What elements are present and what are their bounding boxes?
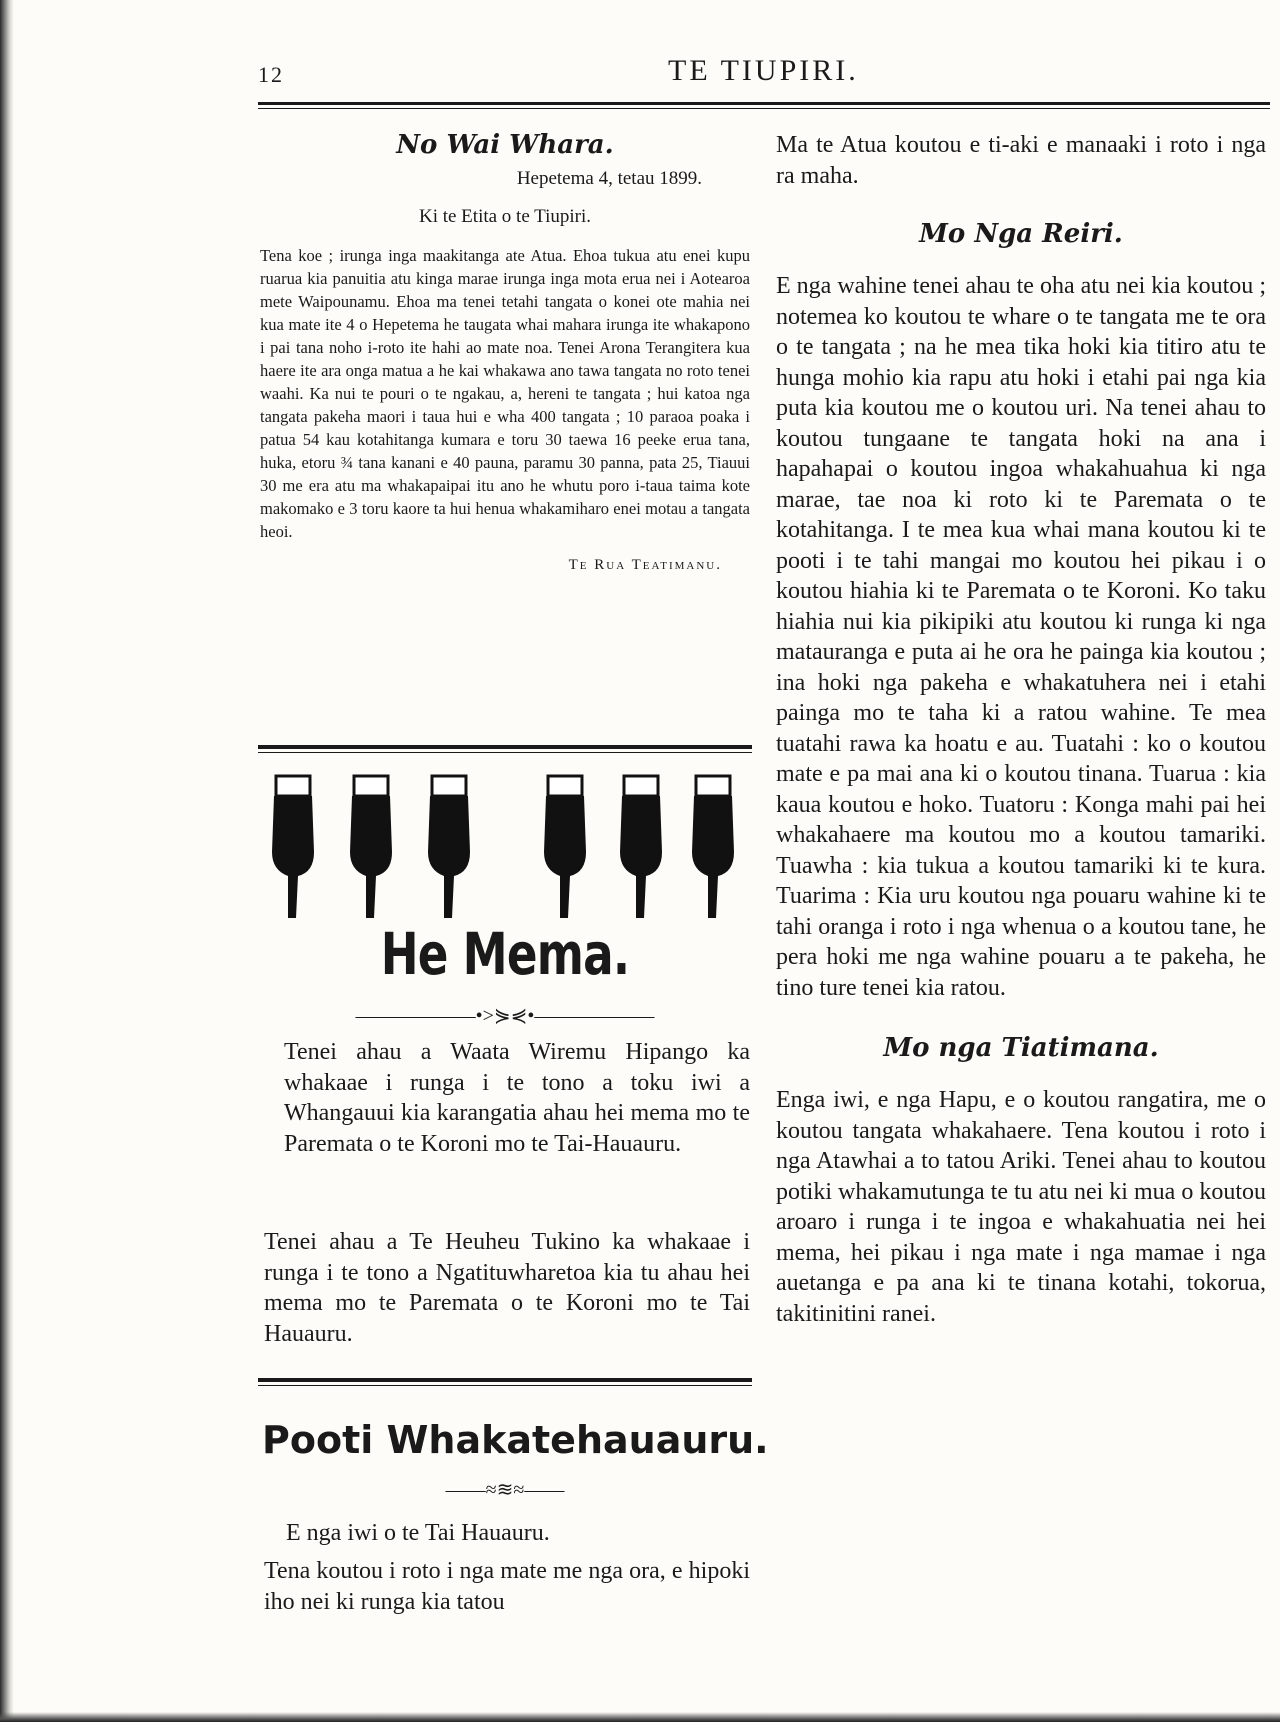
- right-column: [776, 130, 1266, 1329]
- pooti-ornament: ——≈≋≈——: [445, 1479, 565, 1501]
- tiatimana-heading: Mo nga Tiatimana.: [883, 1033, 1159, 1063]
- section-rule: [258, 1378, 752, 1386]
- pointing-hand-icon: [338, 772, 402, 922]
- page-header: [258, 54, 1258, 94]
- reiri-body: E nga wahine tenei ahau te oha atu nei kia koutou ; notemea ko koutou te whare o te tangata me te ora o te tangata ; na he mea tika hoki kia titiro atu te hunga mohio kia rapu atu hoki i etahi pai nga kia puta kia koutou me o koutou uri. Na tenei ahau to koutou tungaane te tangata hoki na ana i hapahapai o koutou ingoa whakahuahua ki nga marae, tae noa ki roto ki te Paremata o te kotahitanga. I te mea kua whai mana koutou ki te pooti i te tahi mangai mo koutou hei pikau i o koutou hiahia ki te Paremata o te Koroni. Ko taku hiahia nui kia pikipiki atu koutou ki runga ki nga matauranga e puta ai he ora he painga kia koutou ; ina hoki nga pakeha e whakatuhera nei i etahi painga mo te taha ki a ratou wahine. Te mea tuatahi rawa ka hoatu e au. Tuatahi : ko o koutou mate e pa mai ana ki o koutou tinana. Tuarua : kia kaua koutou e hoko. Tuatoru : Konga mahi pai hei whakahaere ma koutou mo a koutou tamariki. Tuawha : kia tukua a koutou tamariki ki te kura. Tuarima : Kia uru koutou nga pouaru wahine ki te tahi oranga i roto i nga whenua o a koutou tane, he pera hoki me nga wahine pouaru a te pakeha, he tino ture tenei kia ratou.: [776, 273, 1266, 1001]
- hemema-notice-1: Tenei ahau a Waata Wiremu Hipango ka whakaae i runga i te tono a toku iwi a Whangauui kia karangatia ahau hei mema mo te Paremata o te Koroni mo te Tai-Hauauru.: [284, 1039, 750, 1157]
- pointing-hand-icon: [680, 772, 744, 922]
- scan-bottom-edge: [0, 1712, 1280, 1722]
- letter-date: Hepetema 4, tetau 1899.: [516, 168, 702, 189]
- pooti-body: Tena koutou i roto i nga mate me nga ora, e hipoki iho nei ki runga kia tatou: [264, 1558, 750, 1615]
- header-rule: [258, 102, 1270, 109]
- letter-signature: Te Rua Teatimanu.: [568, 557, 722, 573]
- letter-body: Tena koe ; irunga inga maakitanga ate Atua. Ehoa tukua atu enei kupu ruarua kia panuitia atu kinga marae irunga inga mota erua nei i Aotearoa mete Waipounamu. Ehoa ma tenei tetahi tangata o konei ote mahia nei kua mate ite 4 o Hepetema he taugata whai mahara irunga ite whakapono i pai tana noho i-roto ite hahi ao mate noa. Tenei Arona Terangitera kua haere ite ara onga matua a he kai whakawa ano tawa tangata no roto tenei waahi. Ka nui te pouri o te ngakau, a, hereni te tangata ; hui katoa nga tangata pakeha maori i taua hui e wha 400 tangata ; 10 paraoa poaka i patua 54 kau kotahitanga kumara e toru 30 taewa 16 peeke erua tana, huka, etoru ¾ tana kanani e 40 pauna, paramu 30 panna, pata 25, Tiauui 30 me era atu ma whakapaipai itu ano he whutu poro i-taua taima kote makomako e 3 toru kaore ta hui henua whakamiharo enei motau a tangata heoi.: [260, 246, 750, 541]
- letter-heading: No Wai Whara.: [396, 130, 614, 160]
- reiri-heading: Mo Nga Reiri.: [919, 219, 1123, 249]
- hemema-title: He Mema.: [380, 920, 630, 988]
- pointing-hand-icon: [416, 772, 480, 922]
- page-number: 12: [258, 62, 284, 87]
- hemema-ornament: ——————•>⋟⋞•——————: [355, 1005, 655, 1027]
- pointing-hand-icon: [260, 772, 324, 922]
- tiatimana-body: Enga iwi, e nga Hapu, e o koutou rangatira, me o koutou tangata whakahaere. Tena koutou i roto i nga Atawhai a to tatou Ariki. Tenei ahau to koutou potiki whakamutunga te tu atu nei ki mua o koutou aroaro i runga i te ingoa e whakahuatia nei hei mema, hei pikau i nga mate i nga mamae i nga auetanga e pa ana ki te tinana kotahi, tokorua, takitinitini ranei.: [776, 1087, 1266, 1327]
- masthead-title: TE TIUPIRI.: [668, 54, 859, 87]
- scan-edge: [0, 0, 14, 1722]
- hemema-notice-2: Tenei ahau a Te Heuheu Tukino ka whakaae i runga i te tono a Ngatituwharetoa kia tu ahau hei mema mo te Paremata o te Koroni mo te Tai Hauauru.: [264, 1229, 750, 1347]
- letter-section: [260, 130, 750, 574]
- pointing-hand-icon: [608, 772, 672, 922]
- pointing-hand-icon: [532, 772, 596, 922]
- letter-addressee: Ki te Etita o te Tiupiri.: [418, 206, 592, 227]
- intro-paragraph: Ma te Atua koutou e ti-aki e manaaki i roto i nga ra maha.: [776, 132, 1266, 189]
- pointing-hands-illustration: [260, 772, 750, 932]
- section-rule: [258, 745, 752, 753]
- pooti-greeting: E nga iwi o te Tai Hauauru.: [286, 1520, 550, 1546]
- pooti-title: Pooti Whakatehauauru.: [262, 1418, 769, 1462]
